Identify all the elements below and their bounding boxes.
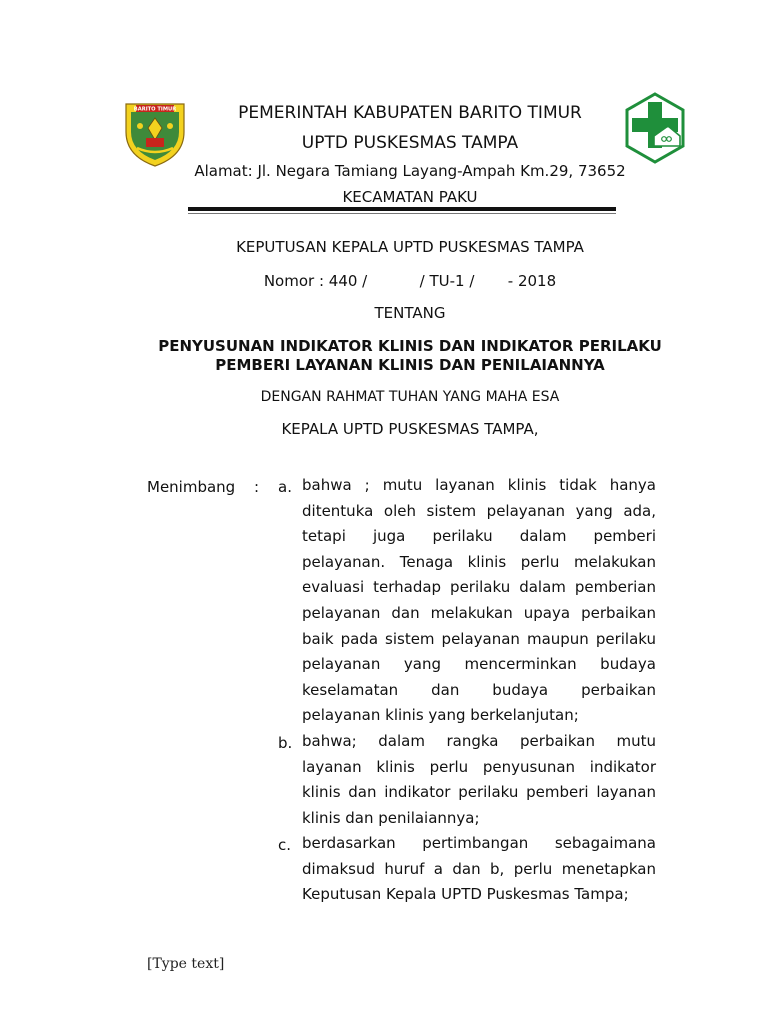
text-line: klinis dan indikator perilaku pemberi layanan (302, 783, 656, 802)
decree-subject-line-1: PENYUSUNAN INDIKATOR KLINIS DAN INDIKATOR PERILAKU (158, 337, 662, 355)
considering-item-c-marker: c. (278, 836, 292, 854)
text-line: dimaksud huruf a dan b, perlu menetapkan (302, 859, 656, 878)
text-line: pelayanan dan melakukan upaya perbaikan (302, 603, 656, 622)
letterhead-divider-thin (188, 213, 616, 214)
text-line: klinis dan penilaiannya; (302, 808, 480, 827)
letterhead-district: KECAMATAN PAKU (342, 188, 478, 206)
letterhead-divider-thick (188, 207, 616, 211)
considering-item-a (302, 473, 656, 729)
text-line: layanan klinis perlu penyusunan indikator (302, 757, 656, 776)
text-line: Keputusan Kepala UPTD Puskesmas Tampa; (302, 885, 629, 904)
decree-number: Nomor : 440 / / TU-1 / - 2018 (263, 272, 557, 290)
letterhead-institution: UPTD PUSKESMAS TAMPA (301, 133, 519, 153)
text-line: bahwa; dalam rangka perbaikan mutu (302, 732, 656, 750)
decree-heading: KEPUTUSAN KEPALA UPTD PUSKESMAS TAMPA (236, 238, 584, 256)
letterhead-government: PEMERINTAH KABUPATEN BARITO TIMUR (238, 103, 582, 123)
decree-subject-line-2: PEMBERI LAYANAN KLINIS DAN PENILAIANNYA (215, 356, 605, 374)
text-line: bahwa ; mutu layanan klinis tidak hanya (302, 476, 656, 494)
considering-item-b (302, 729, 656, 831)
text-line: pelayanan klinis yang berkelanjutan; (302, 706, 579, 725)
text-line: keselamatan dan budaya perbaikan (302, 680, 656, 699)
text-line: pelayanan yang mencerminkan budaya (302, 655, 656, 674)
emblem-banner-text: BARITO TIMUR (133, 106, 177, 113)
considering-item-b-marker: b. (278, 734, 293, 752)
text-line: berdasarkan pertimbangan sebagaimana (302, 834, 656, 852)
decree-about: TENTANG (374, 304, 446, 322)
text-line: tetapi juga perilaku dalam pemberi (302, 527, 656, 546)
decree-blessing: DENGAN RAHMAT TUHAN YANG MAHA ESA (260, 389, 560, 405)
text-line: baik pada sistem pelayanan maupun perilaku (302, 629, 656, 648)
text-line: evaluasi terhadap perilaku dalam pemberian (302, 578, 656, 597)
text-line: pelayanan. Tenaga klinis perlu melakukan (302, 552, 656, 571)
considering-colon: : (254, 478, 260, 496)
footer-placeholder-text[interactable]: [Type text] (147, 956, 225, 972)
letterhead-address: Alamat: Jl. Negara Tamiang Layang-Ampah Km.29, 73652 (194, 162, 626, 180)
considering-item-a-marker: a. (278, 478, 292, 496)
decree-official: KEPALA UPTD PUSKESMAS TAMPA, (281, 420, 539, 438)
considering-label: Menimbang (147, 478, 236, 496)
text-line: ditentuka oleh sistem pelayanan yang ada, (302, 501, 656, 520)
considering-item-c (302, 831, 656, 908)
